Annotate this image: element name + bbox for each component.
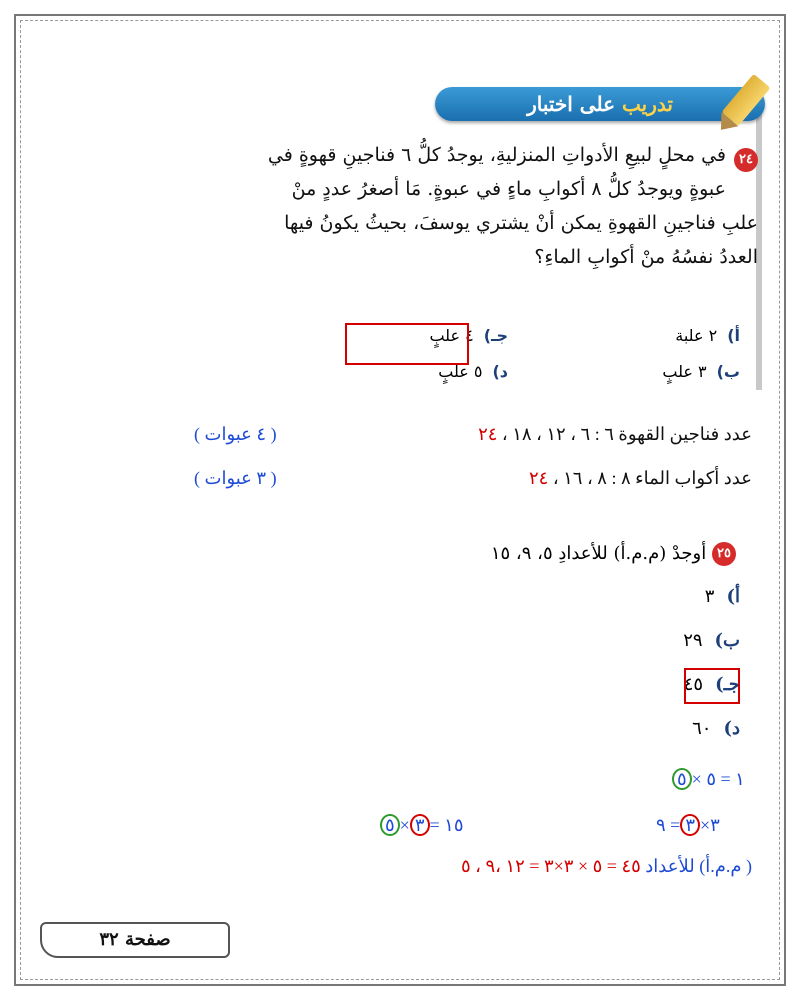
q25-option-d[interactable]: د)٦٠ [692,718,740,739]
q25-option-c[interactable]: جـ)٤٥ [683,674,740,695]
calc-line-3: ( م.م.أ) للأعداد ٤٥ = ٥ × ٣×٣ = ١٢ ،٩ ، ٥ [460,856,752,876]
calc-line-2-left: ٥ × ٣ = ١٥ [380,814,464,836]
solution-24-line-2: عدد أكواب الماء ٨ : ٨ ، ١٦ ، ٢٤ [528,468,752,488]
banner-title: على اختبار [527,92,616,116]
q25-option-b[interactable]: ب)٢٩ [683,630,740,651]
option-c[interactable]: جـ)٤ علبٍ [429,326,508,345]
calc-line-2-right: ٣×٣= ٩ [656,815,720,835]
practice-banner [435,87,765,121]
q25-option-a[interactable]: أ)٣ [704,586,740,607]
question-number-24: ٢٤ [734,148,758,172]
calc-line-1: ٥ × ١ = ٥ [672,768,745,790]
question-24-text: في محلٍ لبيعِ الأدواتِ المنزليةِ، يوجدُ كلُّ ٦ فناجينِ قهوةٍ في عبوةٍ ويوجدُ كلُّ ٨ أكوابِ ماءٍ في عبوةٍ. مَا أصغرُ عددٍ منْ علبِ فناجينِ القهوةِ يمكن أنْ يشتري يوسفَ، بحيثُ يكونُ فيها العددُ نفسُهُ منْ أكوابِ الماءِ؟ [267,144,758,268]
question-number-25: ٢٥ [712,542,736,566]
solution-24-paren-2: ( ٣ عبوات ) [194,468,277,488]
solution-24-line-1: عدد فناجين القهوة ٦ : ٦ ، ١٢ ، ١٨ ، ٢٤ [478,424,752,444]
answer-highlight-25 [684,668,740,704]
solution-24-paren-1: ( ٤ عبوات ) [194,424,277,444]
option-b[interactable]: ب)٣ علبٍ [662,362,740,381]
page-number-box: صفحة ٣٢ [40,922,230,958]
option-a[interactable]: أ)٢ علبة [675,326,740,345]
banner-accent: تدريب [621,92,673,116]
answer-highlight-24 [345,323,469,365]
question-24 [258,138,758,274]
question-25-text: أوجدْ (م.م.أ) للأعدادِ ٥، ٩، ١٥ [490,543,707,564]
question-25 [491,542,736,566]
option-d[interactable]: د)٥ علبٍ [438,362,508,381]
